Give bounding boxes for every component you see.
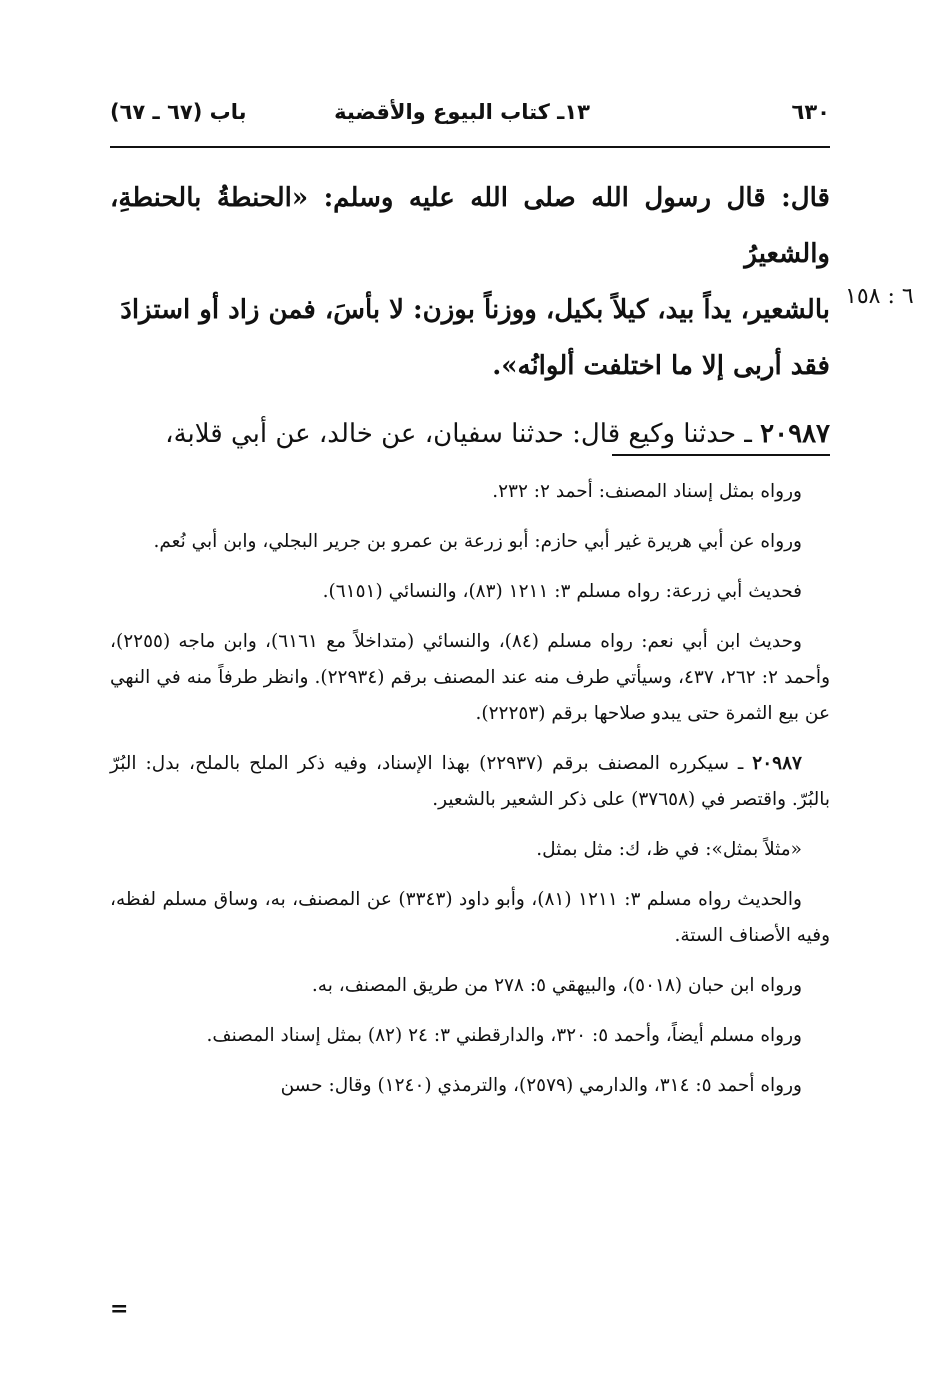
continuation-mark: =: [110, 1296, 129, 1322]
footnote-paragraph: ورواه أحمد ٥: ٣١٤، والدارمي (٢٥٧٩)، والترمذي (١٢٤٠) وقال: حسن: [280, 1075, 802, 1096]
main-line-3: [110, 338, 830, 394]
main-line-2: [110, 282, 830, 338]
page-header: [110, 96, 830, 136]
main-text: [110, 170, 830, 462]
main-line-1: [110, 170, 830, 282]
footnote-paragraph: فحديث أبي زرعة: رواه مسلم ٣: ١٢١١ (٨٣)، والنسائي (٦١٥١).: [322, 581, 802, 602]
book-title: ١٣ـ كتاب البيوع والأقضية: [334, 100, 590, 124]
margin-reference: ٦ : ١٥٨: [845, 284, 914, 309]
hadith-number: ٢٠٩٨٧: [760, 419, 830, 449]
footnote-paragraph: «مثلاً بمثل»: في ظ، ك: مثل بمثل.: [536, 839, 802, 860]
footnote-paragraph: ورواه بمثل إسناد المصنف: أحمد ٢: ٢٣٢.: [492, 481, 802, 502]
hadith-chain: ـ حدثنا وكيع قال: حدثنا سفيان، عن خالد، عن أبي قلابة،: [165, 419, 752, 449]
hadith-text-line-2: بالشعير، يداً بيد، كيلاً بكيل، ووزناً بوزن: لا بأسَ، فمن زاد أو استزادَ: [120, 295, 830, 325]
hadith-text-line-3: فقد أربى إلا ما اختلفت ألوانُه».: [492, 351, 830, 381]
footnote-number: ٢٠٩٨٧: [752, 753, 802, 774]
footnotes: [110, 474, 830, 1118]
hadith-text-line-1: قال: قال رسول الله صلى الله عليه وسلم: «الحنطةُ بالحنطةِ، والشعيرُ: [110, 183, 830, 269]
section-label: باب (٦٧ ـ ٦٧): [110, 100, 247, 124]
page-number: ٦٣٠: [791, 100, 830, 124]
footnote-paragraph: ورواه ابن حبان (٥٠١٨)، والبيهقي ٥: ٢٧٨ من طريق المصنف، به.: [311, 975, 802, 996]
footnote-entry: [110, 746, 830, 818]
footnote-paragraph: والحديث رواه مسلم ٣: ١٢١١ (٨١)، وأبو داود (٣٣٤٣) عن المصنف، به، وساق مسلم لفظه، وفيه الأصناف الستة.: [110, 889, 830, 946]
footnote-paragraph: ورواه عن أبي هريرة غير أبي حازم: أبو زرعة بن عمرو بن جرير البجلي، وابن أبي نُعم.: [153, 531, 802, 552]
footnote-rule: [612, 454, 830, 456]
header-rule: [110, 146, 830, 148]
footnote-paragraph: ورواه مسلم أيضاً، وأحمد ٥: ٣٢٠، والدارقطني ٣: ٢٤ (٨٢) بمثل إسناد المصنف.: [206, 1025, 802, 1046]
footnote-text: ـ سيكرره المصنف برقم (٢٢٩٣٧) بهذا الإسناد، وفيه ذكر الملح بالملح، بدل: البُرّ بالبُرّ. واقتصر في (٣٧٦٥٨) على ذكر الشعير بالشعير.: [110, 753, 830, 810]
footnote-paragraph: وحديث ابن أبي نعم: رواه مسلم (٨٤)، والنسائي (متداخلاً مع ٦١٦١)، وابن ماجه (٢٢٥٥)، وأحمد ٢: ٢٦٢، ٤٣٧، وسيأتي طرف منه عند المصنف برقم (٢٢٩٣٤). وانظر طرفاً منه في النهي عن بيع الثمرة حتى يبدو صلاحها برقم (٢٢٢٥٣).: [110, 631, 830, 724]
